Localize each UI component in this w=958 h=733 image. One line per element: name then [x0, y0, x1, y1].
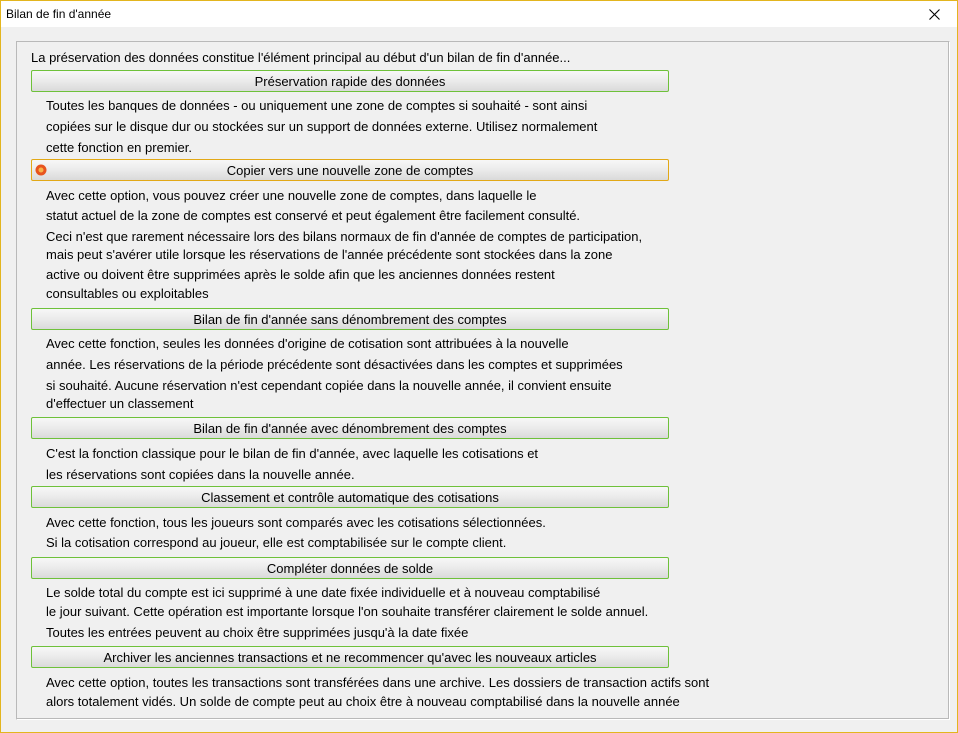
section-4-line-1: C'est la fonction classique pour le bilan de fin d'année, avec laquelle les cotisations et [46, 446, 539, 461]
section-2-line-2: statut actuel de la zone de comptes est conservé et peut également être facilement consulté. [46, 208, 581, 223]
section-6-line-2: le jour suivant. Cette opération est importante lorsque l'on souhaite transférer clairement le solde annuel. [46, 604, 649, 619]
archive-transactions-label: Archiver les anciennes transactions et ne recommencer qu'avec les nouveaux articles [103, 649, 597, 665]
section-1-line-1: Toutes les banques de données - ou uniquement une zone de comptes si souhaité - sont ainsi [46, 98, 588, 113]
section-6-line-1: Le solde total du compte est ici supprimé à une date fixée individuelle et à nouveau comptabilisé [46, 585, 601, 600]
section-2-line-4: mais peut s'avérer utile lorsque les réservations de l'année précédente sont stockées dans la zone [46, 247, 613, 262]
auto-classification-button[interactable] [31, 486, 669, 508]
section-1-line-2: copiées sur le disque dur ou stockées sur un support de données externe. Utilisez normalement [46, 119, 598, 134]
close-icon [929, 9, 940, 20]
quick-backup-button[interactable] [31, 70, 669, 92]
year-end-without-count-button[interactable] [31, 308, 669, 330]
section-3-line-2: année. Les réservations de la période précédente sont désactivées dans les comptes et supprimées [46, 357, 623, 372]
complete-balance-data-button[interactable] [31, 557, 669, 579]
title-bar [1, 1, 957, 27]
year-end-with-count-label: Bilan de fin d'année avec dénombrement des comptes [193, 420, 507, 436]
intro-text: La préservation des données constitue l'élément principal au début d'un bilan de fin d'année... [31, 50, 571, 65]
window-title: Bilan de fin d'année [6, 7, 112, 21]
archive-transactions-button[interactable] [31, 646, 669, 668]
complete-balance-data-label: Compléter données de solde [266, 560, 434, 576]
auto-classification-label: Classement et contrôle automatique des cotisations [201, 489, 499, 505]
section-4-line-2: les réservations sont copiées dans la nouvelle année. [46, 467, 355, 482]
section-7-line-2: alors totalement vidés. Un solde de compte peut au choix être à nouveau comptabilisé dans la nouvelle année [46, 694, 680, 709]
section-6-line-3: Toutes les entrées peuvent au choix être supprimées jusqu'à la date fixée [46, 625, 469, 640]
year-end-with-count-button[interactable] [31, 417, 669, 439]
section-2-line-3: Ceci n'est que rarement nécessaire lors des bilans normaux de fin d'année de comptes de participation, [46, 229, 643, 244]
section-7-line-1: Avec cette option, toutes les transactions sont transférées dans une archive. Les dossiers de transaction actifs sont [46, 675, 710, 690]
section-2-line-5: active ou doivent être supprimées après le solde afin que les anciennes données restent [46, 267, 555, 282]
year-end-without-count-label: Bilan de fin d'année sans dénombrement des comptes [193, 311, 507, 327]
section-5-line-1: Avec cette fonction, tous les joueurs sont comparés avec les cotisations sélectionnées. [46, 515, 546, 530]
mouse-cursor-icon [35, 164, 47, 176]
copy-new-account-zone-label: Copier vers une nouvelle zone de comptes [226, 162, 474, 178]
section-3-line-4: d'effectuer un classement [46, 396, 194, 411]
section-2-line-6: consultables ou exploitables [46, 286, 209, 301]
section-5-line-2: Si la cotisation correspond au joueur, elle est comptabilisée sur le compte client. [46, 535, 507, 550]
close-button[interactable] [911, 1, 957, 27]
section-3-line-3: si souhaité. Aucune réservation n'est cependant copiée dans la nouvelle année, il convient ensuite [46, 378, 612, 393]
section-3-line-1: Avec cette fonction, seules les données d'origine de cotisation sont attribuées à la nouvelle [46, 336, 569, 351]
quick-backup-label: Préservation rapide des données [254, 73, 446, 89]
section-2-line-1: Avec cette option, vous pouvez créer une nouvelle zone de comptes, dans laquelle le [46, 188, 537, 203]
copy-new-account-zone-button[interactable] [31, 159, 669, 181]
section-1-line-3: cette fonction en premier. [46, 140, 192, 155]
